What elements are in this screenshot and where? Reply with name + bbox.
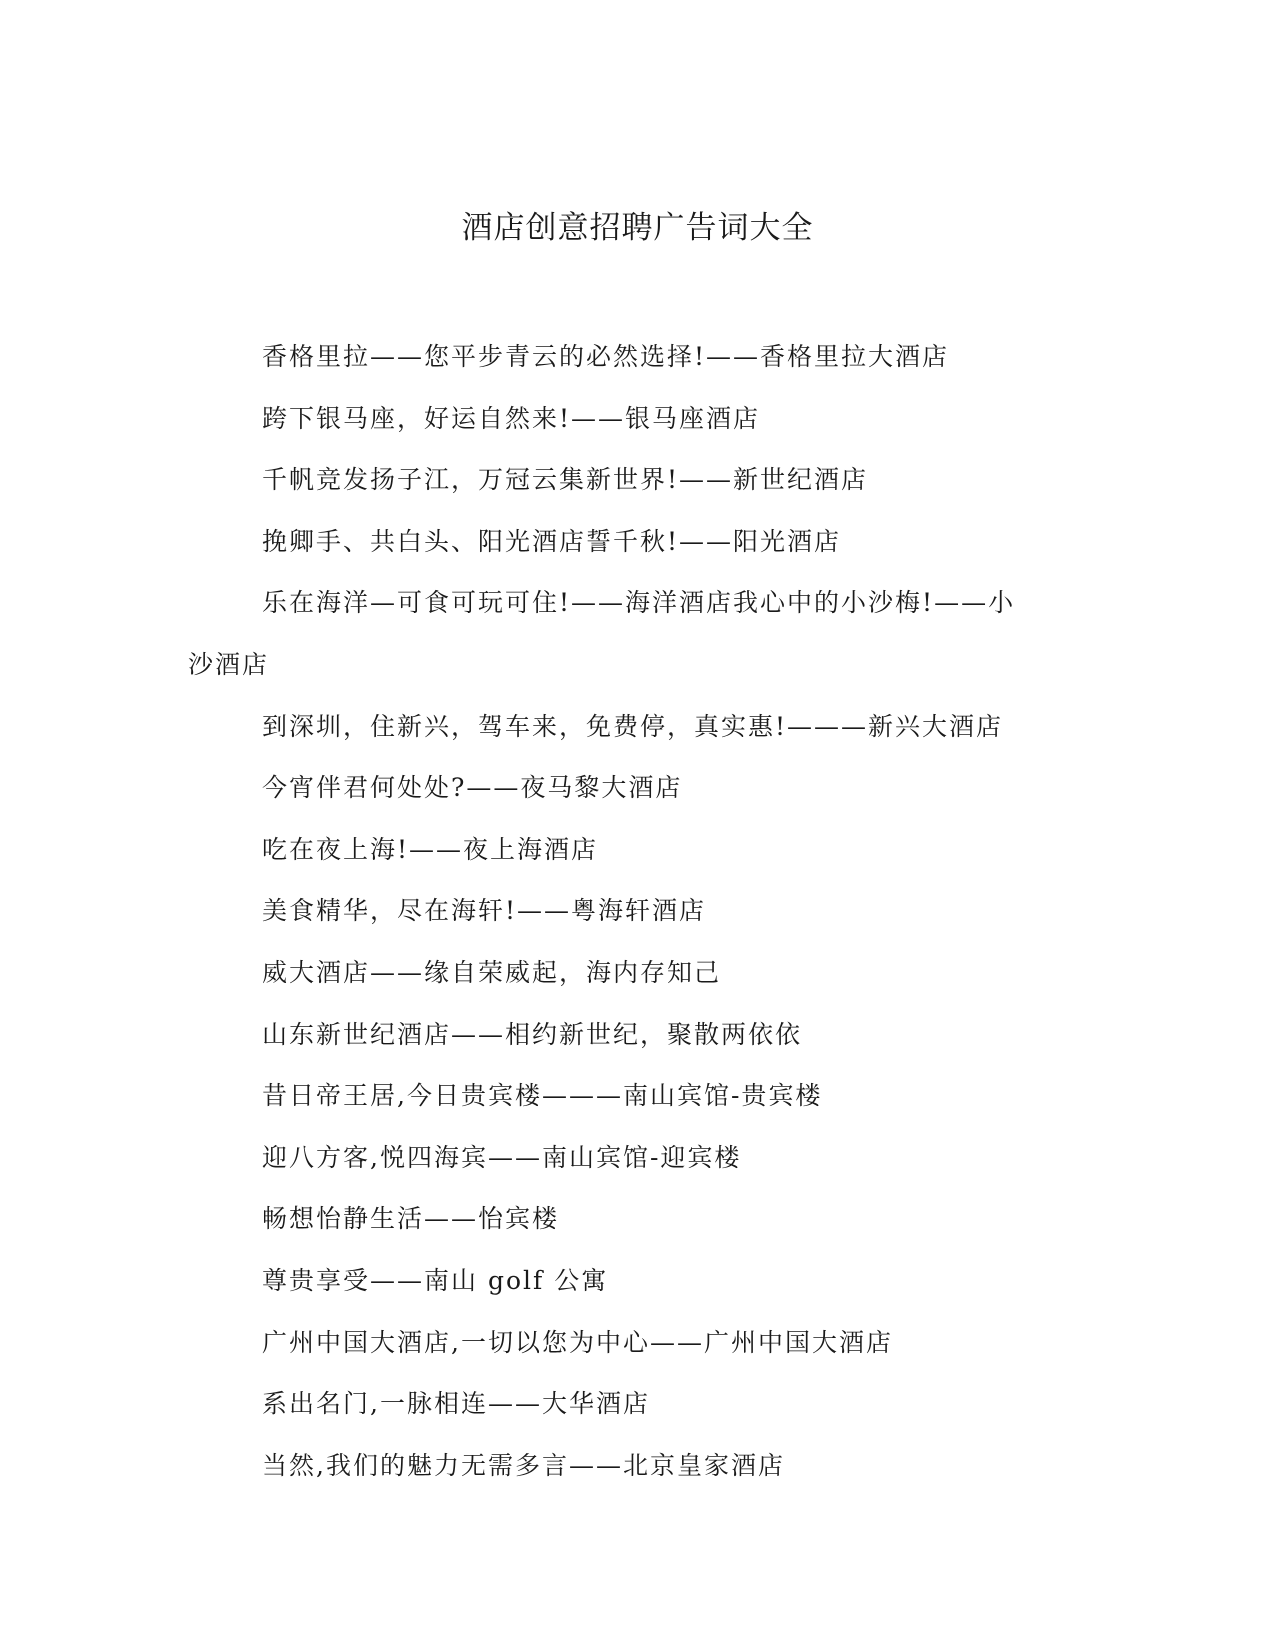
- slogan-line: 美食精华，尽在海轩!——粤海轩酒店: [262, 896, 707, 926]
- slogan-line: 尊贵享受——南山 golf 公寓: [262, 1265, 609, 1295]
- slogan-line: 今宵伴君何处处?——夜马黎大酒店: [262, 773, 683, 803]
- slogan-line: 跨下银马座，好运自然来!——银马座酒店: [262, 403, 761, 433]
- slogan-line: 迎八方客,悦四海宾——南山宾馆-迎宾楼: [262, 1142, 742, 1172]
- slogan-line: 广州中国大酒店,一切以您为中心——广州中国大酒店: [262, 1327, 893, 1357]
- slogan-line: 挽卿手、共白头、阳光酒店誓千秋!——阳光酒店: [262, 526, 842, 556]
- slogan-line: 千帆竞发扬子江，万冠云集新世界!——新世纪酒店: [262, 465, 869, 495]
- slogan-line: 到深圳，住新兴，驾车来，免费停，真实惠!———新兴大酒店: [262, 711, 1004, 741]
- slogan-line: 威大酒店——缘自荣威起，海内存知己: [262, 957, 722, 987]
- slogan-line: 畅想怡静生活——怡宾楼: [262, 1204, 560, 1234]
- page-title: 酒店创意招聘广告词大全: [461, 210, 814, 246]
- slogan-line: 昔日帝王居,今日贵宾楼———南山宾馆-贵宾楼: [262, 1081, 823, 1111]
- slogan-line: 乐在海洋—可食可玩可住!——海洋酒店我心中的小沙梅!——小: [262, 588, 1016, 618]
- slogan-line: 当然,我们的魅力无需多言——北京皇家酒店: [262, 1450, 785, 1480]
- slogan-list: [188, 326, 1068, 1496]
- slogan-line: 香格里拉——您平步青云的必然选择!——香格里拉大酒店: [262, 342, 950, 371]
- slogan-line-continuation: 沙酒店: [188, 649, 270, 679]
- slogan-line: 吃在夜上海!——夜上海酒店: [262, 834, 599, 864]
- slogan-line: 系出名门,一脉相连——大华酒店: [262, 1389, 650, 1419]
- slogan-line: 山东新世纪酒店——相约新世纪，聚散两依依: [262, 1019, 803, 1049]
